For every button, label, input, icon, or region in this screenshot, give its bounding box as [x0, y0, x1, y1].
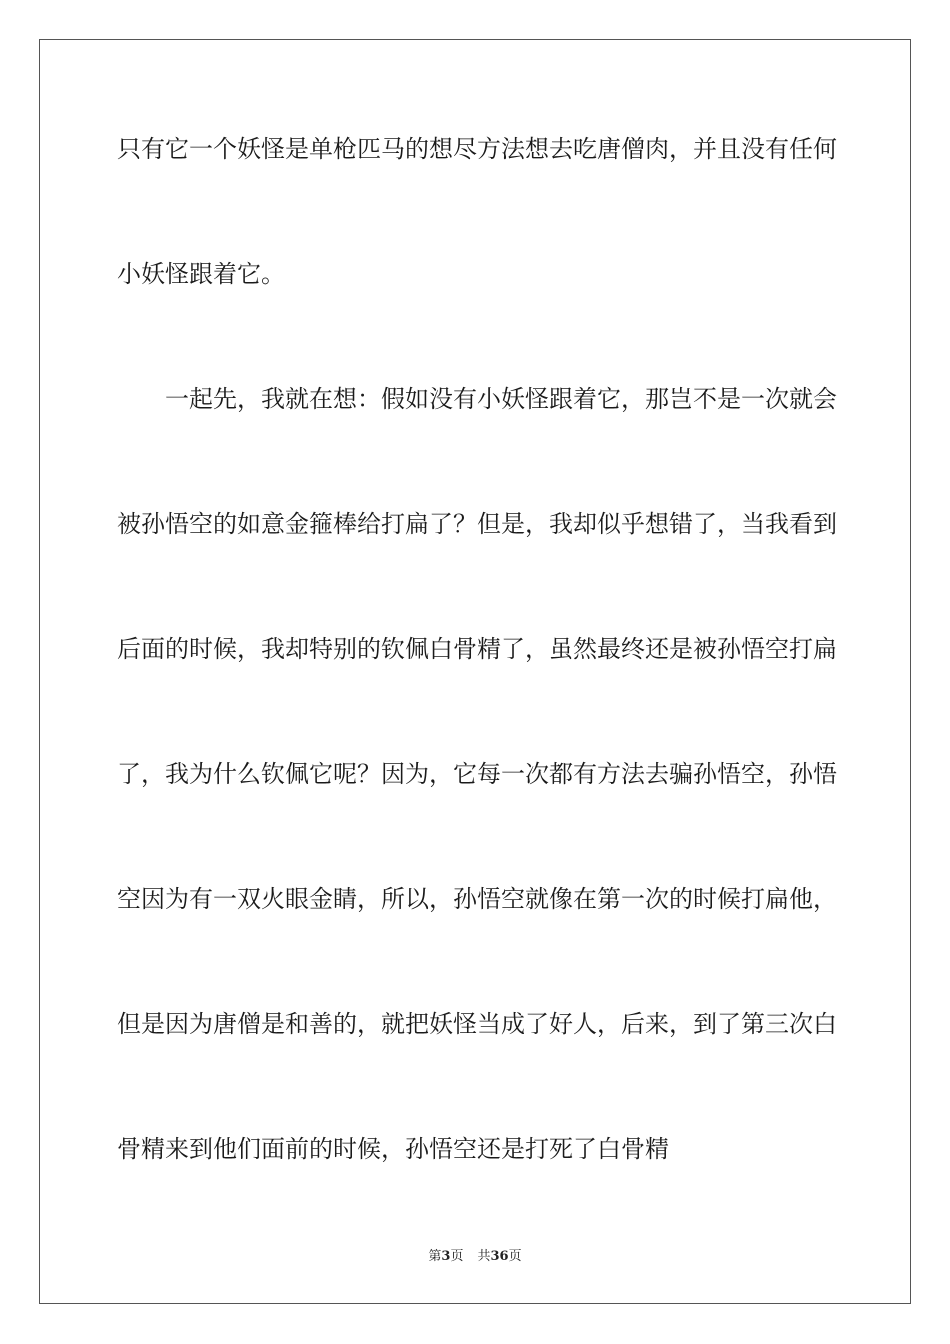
total-prefix: 共 [477, 1249, 491, 1264]
page-prefix: 第 [428, 1249, 442, 1264]
paragraph-line-3: 一起先，我就在想：假如没有小妖怪跟着它，那岂不是一次就会 [117, 385, 837, 413]
paragraph-line-2: 小妖怪跟着它。 [117, 260, 285, 288]
page-number: 3 [441, 1249, 451, 1264]
page-footer [0, 1245, 950, 1264]
page-suffix: 页 [450, 1249, 464, 1264]
paragraph-line-6: 了，我为什么钦佩它呢？因为，它每一次都有方法去骗孙悟空，孙悟 [117, 760, 837, 788]
total-suffix: 页 [508, 1249, 522, 1264]
paragraph-line-7: 空因为有一双火眼金睛，所以，孙悟空就像在第一次的时候打扁他， [117, 885, 837, 913]
paragraph-line-9: 骨精来到他们面前的时候，孙悟空还是打死了白骨精 [117, 1135, 669, 1163]
paragraph-line-4: 被孙悟空的如意金箍棒给打扁了？但是，我却似乎想错了，当我看到 [117, 510, 837, 538]
paragraph-line-5: 后面的时候，我却特别的钦佩白骨精了，虽然最终还是被孙悟空打扁 [117, 635, 837, 663]
paragraph-line-8: 但是因为唐僧是和善的，就把妖怪当成了好人，后来，到了第三次白 [117, 1010, 837, 1038]
page-border [39, 39, 911, 1304]
total-pages: 36 [490, 1249, 509, 1264]
paragraph-line-1: 只有它一个妖怪是单枪匹马的想尽方法想去吃唐僧肉，并且没有任何 [117, 135, 837, 163]
